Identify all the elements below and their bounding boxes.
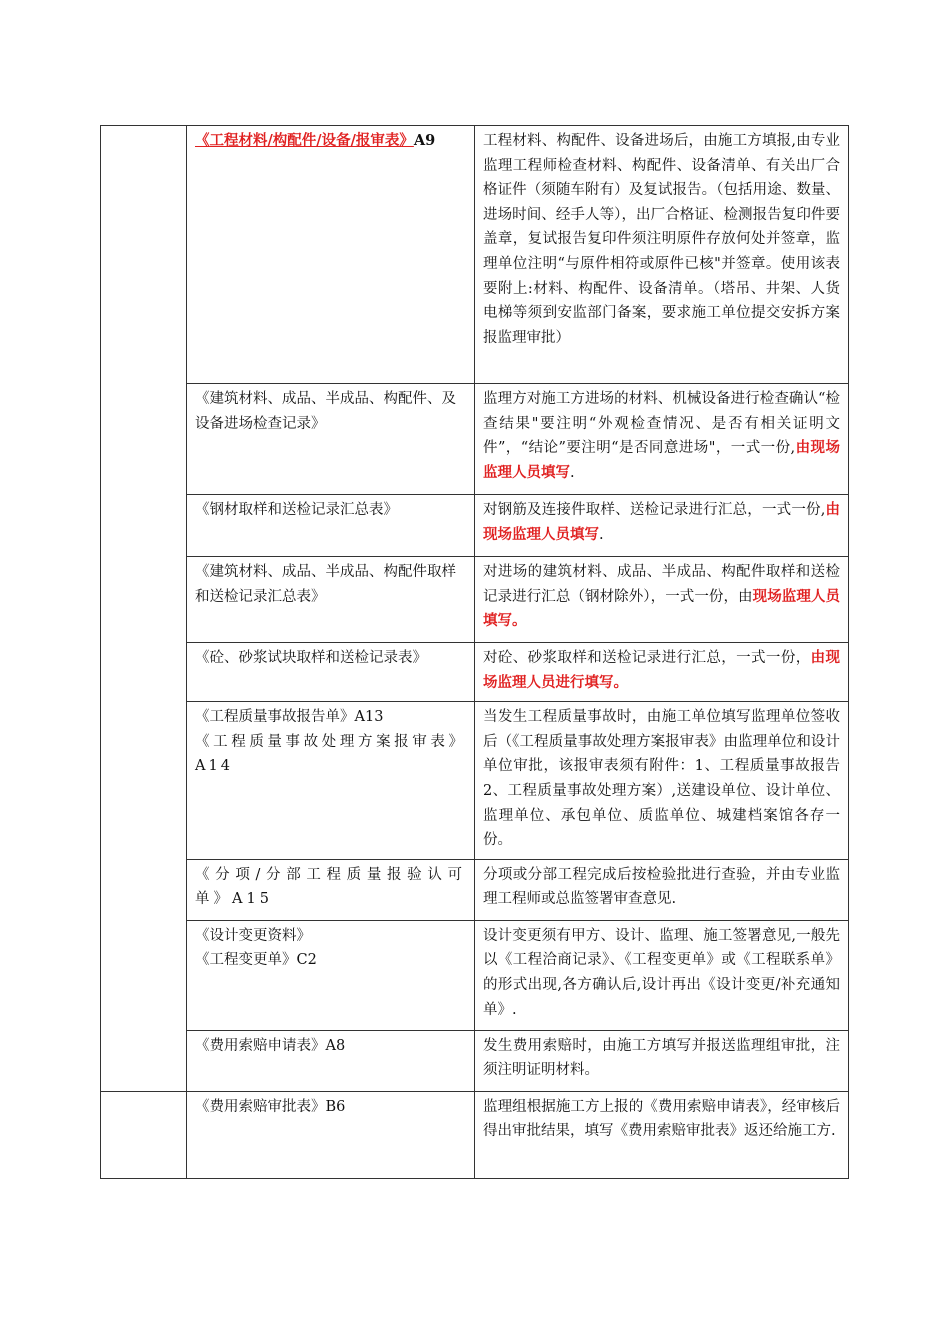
table-row: [101, 859, 849, 920]
table-row: [101, 1030, 849, 1091]
description-text: 发生费用索赔时，由施工方填写并报送监理组审批，注须注明证明材料。: [483, 1037, 840, 1079]
form-name-cell: [187, 384, 475, 495]
table-row: [101, 1091, 849, 1178]
form-description: [475, 384, 849, 495]
document-table: [100, 125, 855, 1179]
emphasis-text: 现场监理人员填写。: [483, 587, 841, 630]
description-text: 分项或分部工程完成后按检验批进行查验，并由专业监理工程师或总监签署审查意见.: [483, 866, 840, 908]
emphasis-text: 由现场监理人员填写: [483, 439, 841, 481]
description-text: 对钢筋及连接件取样、送检记录进行汇总，一式一份,: [483, 502, 826, 518]
form-name: 《费用索赔审批表》B6: [195, 1098, 346, 1115]
description-text: 工程材料、构配件、设备进场后，由施工方填报,由专业监理工程师检查材料、构配件、设备清单、有关出厂合格证件（须随车附有）及复试报告。（包括用途、数量、进场时间、经手人等），出厂合格证、检测报告复印件要盖章，复试报告复印件须注明原件存放何处并签章，监理单位注明“与原件相符或原件已核"并签章。使用该表要附上:材料、构配件、设备清单。（塔吊、井架、人货电梯等须到安监部门备案，要求施工单位提交安拆方案报监理审批）: [483, 133, 840, 346]
form-description: [475, 643, 849, 702]
form-name: 《建筑材料、成品、半成品、构配件取样和送检记录汇总表》: [195, 564, 456, 605]
form-name-cell: [187, 920, 475, 1030]
form-name: 《费用索赔申请表》A8: [195, 1037, 346, 1054]
form-name-cell: [187, 643, 475, 702]
table-row: [101, 702, 849, 860]
emphasis-text: 由现场监理人员填写: [483, 501, 841, 543]
table-row: [101, 495, 849, 557]
table-row: [101, 643, 849, 702]
description-text: 监理方对施工方进场的材料、机械设备进行检查确认“检查结果"要注明“外观检查情况、是否有相关证明文件”，“结论”要注明“是否同意进场"，一式一份,: [483, 391, 840, 457]
table-row: [101, 126, 849, 384]
category-cell: [101, 1091, 187, 1178]
table-row: [101, 920, 849, 1030]
table-row: [101, 557, 849, 643]
form-name-cell: [187, 126, 475, 384]
form-name-cell: [187, 1030, 475, 1091]
table-row: [101, 384, 849, 495]
form-description: [475, 702, 855, 860]
form-name-cell: [187, 1091, 475, 1178]
form-name: 《设计变更资料》: [195, 927, 311, 944]
form-description: [475, 1030, 849, 1091]
form-name: 《工程质量事故处理方案报审表》A14: [195, 733, 466, 775]
form-description: [475, 126, 849, 384]
description-text: 对进场的建筑材料、成品、半成品、构配件取样和送检记录进行汇总（钢材除外），一式一份，由: [483, 564, 840, 605]
form-code: A9: [413, 132, 436, 149]
description-text: 对砼、砂浆取样和送检记录进行汇总，一式一份，: [483, 650, 811, 666]
form-name: 《建筑材料、成品、半成品、构配件、及设备进场检查记录》: [195, 391, 456, 432]
form-description: [475, 557, 849, 643]
description-text: .: [570, 464, 575, 481]
form-description: [475, 1091, 849, 1178]
emphasis-text: 由现场监理人员进行填写。: [483, 649, 841, 691]
form-description: [475, 495, 849, 557]
form-description: [475, 920, 849, 1030]
description-text: .: [599, 526, 604, 543]
description-text: 设计变更须有甲方、设计、监理、施工签署意见,一般先以《工程洽商记录》、《工程变更单》或《工程联系单》的形式出现,各方确认后,设计再出《设计变更/补充通知单》.: [483, 927, 840, 1018]
form-description: [475, 859, 849, 920]
form-name-cell: [187, 495, 475, 557]
form-name: 《砼、砂浆试块取样和送检记录表》: [195, 650, 427, 666]
form-name: 《分项/分部工程质量报验认可单》A15: [195, 866, 466, 908]
form-name[interactable]: 《工程材料/构配件/设备/报审表》: [195, 132, 414, 149]
form-name: 《工程质量事故报告单》A13: [195, 709, 384, 726]
description-text: 监理组根据施工方上报的《费用索赔申请表》，经审核后得出审批结果，填写《费用索赔审批表》返还给施工方.: [483, 1098, 840, 1140]
description-text: 当发生工程质量事故时，由施工单位填写监理单位签收后（《工程质量事故处理方案报审表》由监理单位和设计单位审批，该报审表须有附件：1、工程质量事故报告 2、工程质量事故处理方案）,送建设单位、设计单位、监理单位、承包单位、质监单位、城建档案馆各存一份。: [483, 709, 855, 849]
form-name: 《工程变更单》C2: [195, 952, 317, 969]
form-name-cell: [187, 557, 475, 643]
form-name-cell: [187, 859, 475, 920]
form-name: 《钢材取样和送检记录汇总表》: [195, 502, 398, 518]
category-cell: [101, 126, 187, 1092]
form-name-cell: [187, 702, 475, 860]
